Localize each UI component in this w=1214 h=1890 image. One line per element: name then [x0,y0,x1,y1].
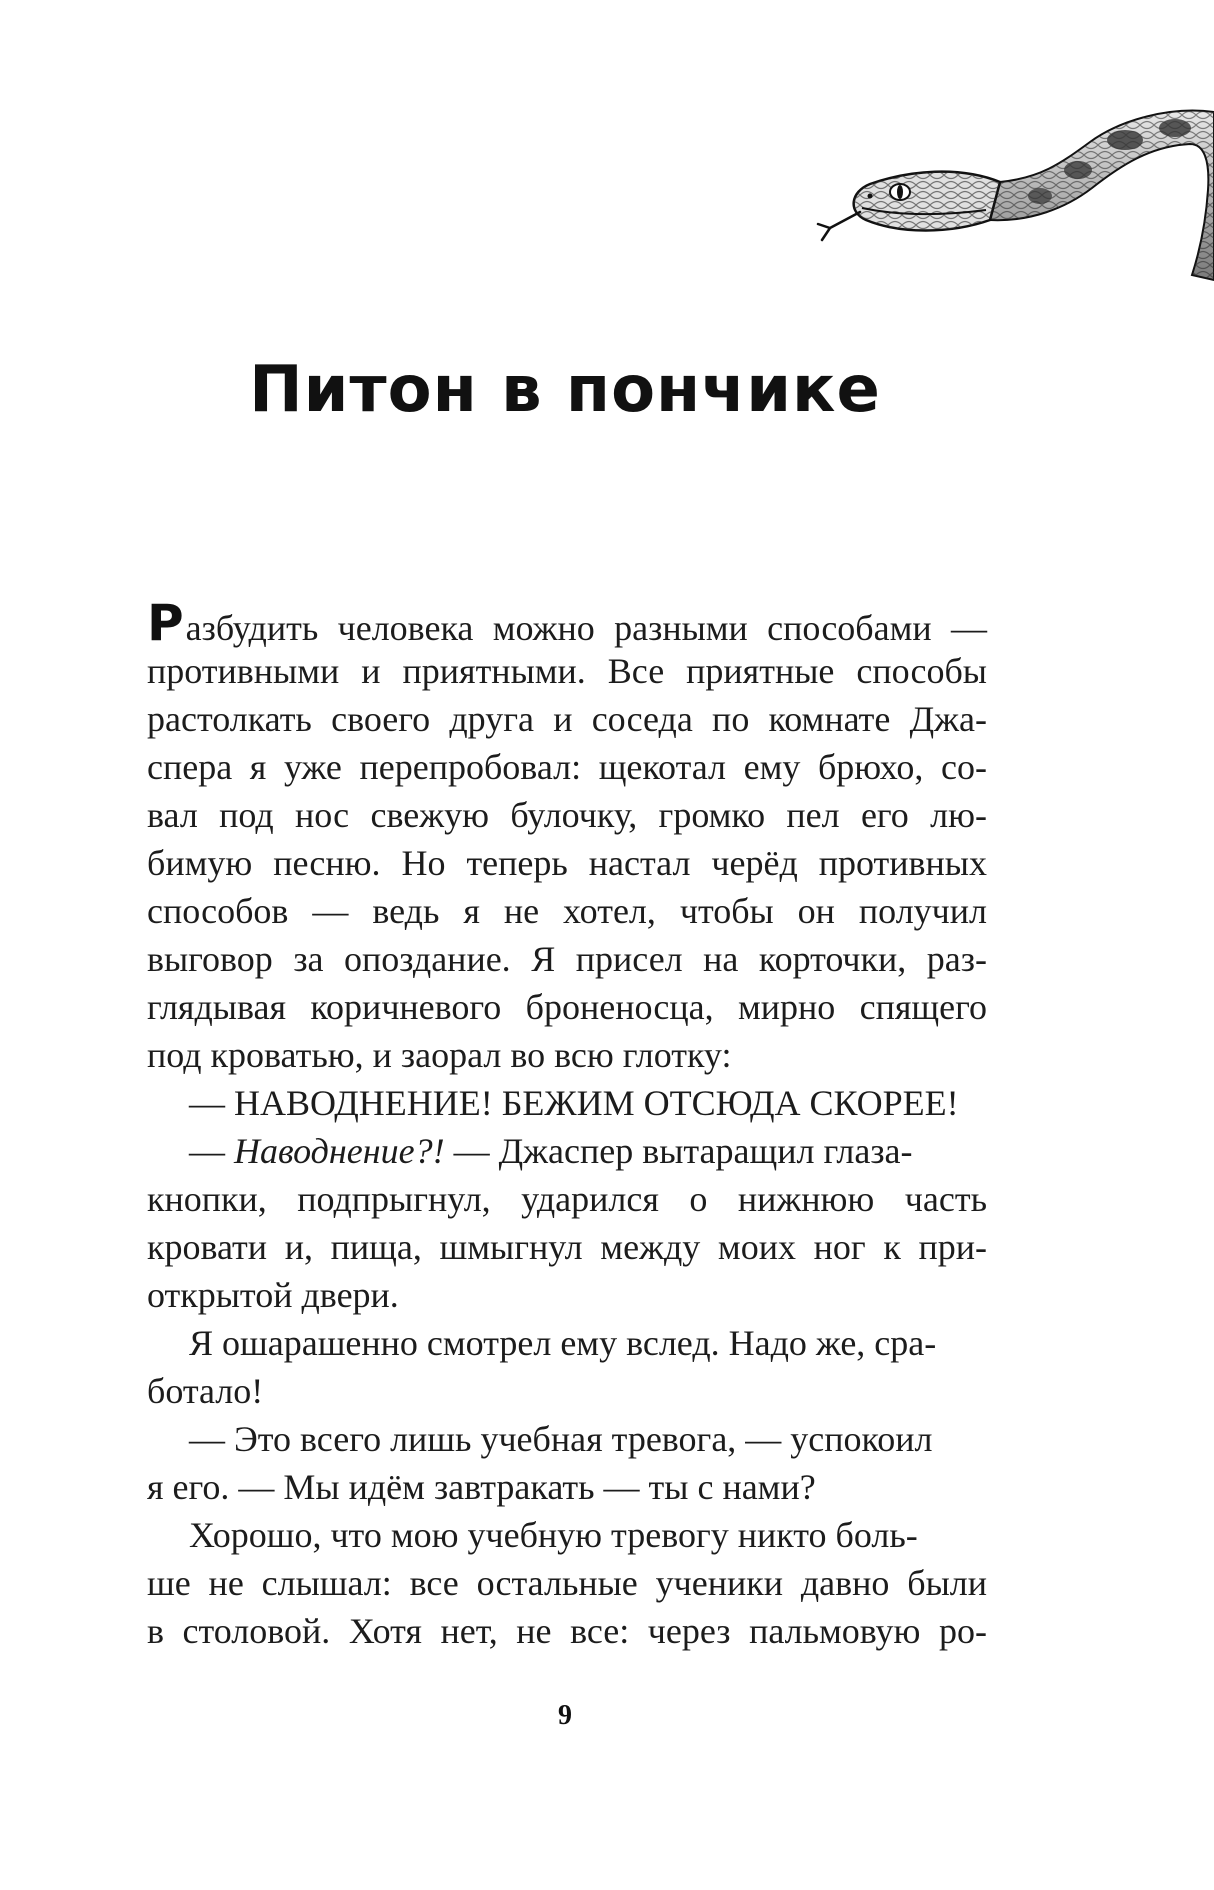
paragraph-line: выговор за опоздание. Я присел на корточки, раз- [147,939,987,979]
paragraph-line [147,594,987,652]
paragraph-line: растолкать своего друга и соседа по комнате Джа- [147,699,987,739]
emphasized-text: Наводнение?! [234,1131,445,1171]
chapter-title: Питон в пончике [249,352,881,427]
page-number: 9 [558,1700,572,1731]
line-text: — Джаспер вытаращил глаза- [453,1131,913,1171]
paragraph-line: ботало! [147,1371,264,1411]
paragraph-line: противными и приятными. Все приятные способы [147,651,987,691]
paragraph-line: глядывая коричневого броненосца, мирно спящего [147,987,987,1027]
dialogue-line: — Это всего лишь учебная тревога, — успокоил [189,1419,933,1459]
drop-cap: Р [147,594,184,652]
paragraph-line: ше не слышал: все остальные ученики давно были [147,1563,987,1603]
paragraph-line: спера я уже перепробовал: щекотал ему брюхо, со- [147,747,987,787]
paragraph-line: бимую песню. Но теперь настал черёд противных [147,843,987,883]
body-text [147,594,987,1655]
paragraph-line: Хорошо, что мою учебную тревогу никто боль- [189,1515,918,1555]
paragraph-line: под кроватью, и заорал во всю глотку: [147,1035,732,1075]
paragraph-line: кровати и, пища, шмыгнул между моих ног к при- [147,1227,987,1267]
paragraph-line: кнопки, подпрыгнул, ударился о нижнюю часть [147,1179,987,1219]
dash: — [189,1131,225,1171]
snake-illustration [790,100,1214,320]
paragraph-line: способов — ведь я не хотел, чтобы он получил [147,891,987,931]
paragraph-line: вал под нос свежую булочку, громко пел его лю- [147,795,987,835]
paragraph-line: я его. — Мы идём завтракать — ты с нами? [147,1467,816,1507]
dialogue-line: — НАВОДНЕНИЕ! БЕЖИМ ОТСЮДА СКОРЕЕ! [189,1083,959,1123]
paragraph-line: Я ошарашенно смотрел ему вслед. Надо же, сра- [189,1323,937,1363]
paragraph-line: в столовой. Хотя нет, не все: через пальмовую ро- [147,1611,987,1651]
dialogue-line [147,1127,987,1175]
line-text: азбудить человека можно разными способами — [185,608,987,648]
paragraph-line: открытой двери. [147,1275,399,1315]
